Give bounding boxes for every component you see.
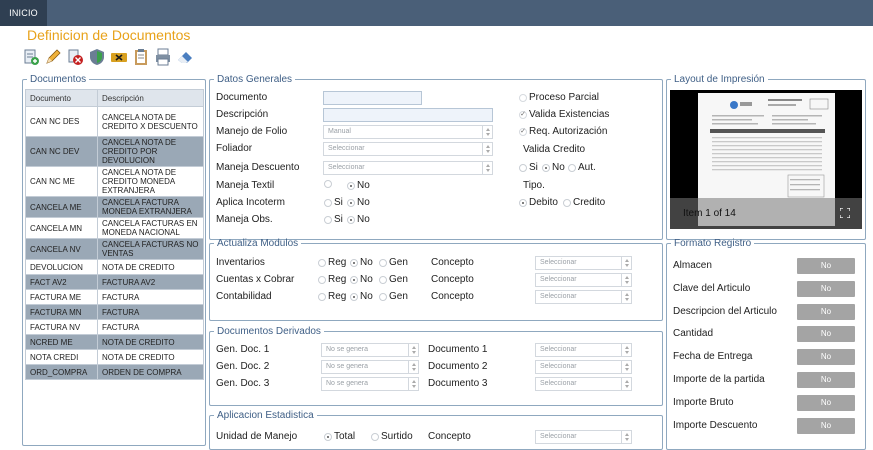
inventarios-concepto-label: Concepto bbox=[431, 257, 474, 268]
proceso-parcial-checkbox[interactable] bbox=[519, 92, 599, 103]
documento-cell: FACTURA MN bbox=[26, 305, 98, 320]
unidad-manejo-label: Unidad de Manejo bbox=[216, 431, 298, 442]
manejo-folio-label: Manejo de Folio bbox=[216, 126, 288, 137]
contabilidad-concepto-label: Concepto bbox=[431, 291, 474, 302]
cancel-icon[interactable] bbox=[110, 48, 128, 66]
radio-dot bbox=[318, 276, 326, 284]
foliador-select[interactable] bbox=[323, 142, 493, 156]
radio-dot-selected bbox=[347, 216, 355, 224]
contabilidad-gen-radio[interactable] bbox=[379, 291, 408, 302]
inventarios-label: Inventarios bbox=[216, 257, 265, 268]
radio-label-credito: Credito bbox=[573, 197, 606, 208]
documento-cell: FACT AV2 bbox=[26, 275, 98, 290]
radio-dot-selected bbox=[350, 276, 358, 284]
radio-dot bbox=[324, 199, 332, 207]
formato-importe-bruto-label: Importe Bruto bbox=[673, 396, 734, 408]
maneja-descuento-value: Seleccionar bbox=[328, 164, 365, 171]
table-header-row bbox=[26, 90, 204, 107]
formato-importe-descuento-label: Importe Descuento bbox=[673, 419, 758, 431]
gen-doc-2-label: Gen. Doc. 2 bbox=[216, 361, 270, 372]
gen-doc-3-label: Gen. Doc. 3 bbox=[216, 378, 270, 389]
descripcion-cell: ORDEN DE COMPRA bbox=[98, 365, 204, 380]
checkbox-box bbox=[519, 94, 527, 102]
top-navigation-bar bbox=[0, 0, 873, 26]
formato-fecha-de-entrega-label: Fecha de Entrega bbox=[673, 351, 753, 363]
radio-label-gen: Gen bbox=[389, 257, 408, 268]
chevron-down-icon bbox=[621, 378, 631, 390]
cuentas-x-cobrar-concepto-label: Concepto bbox=[431, 274, 474, 285]
estadistica-concepto-label: Concepto bbox=[428, 431, 471, 442]
contabilidad-no-radio[interactable] bbox=[350, 291, 373, 302]
documento-cell: CANCELA NV bbox=[26, 239, 98, 260]
cuentas-x-cobrar-no-radio[interactable] bbox=[350, 274, 373, 285]
documento-label: Documento bbox=[216, 92, 268, 103]
documento-3-label: Documento 3 bbox=[428, 378, 488, 389]
descripcion-label: Descripción bbox=[216, 109, 269, 120]
unidad-surtido-radio[interactable] bbox=[371, 431, 413, 442]
gen-doc-value: No se genera bbox=[326, 363, 369, 370]
descripcion-cell: FACTURA bbox=[98, 305, 204, 320]
documento-cell: FACTURA ME bbox=[26, 290, 98, 305]
radio-dot-selected bbox=[542, 164, 550, 172]
valida-credito-si-radio[interactable] bbox=[519, 162, 538, 173]
radio-label-no: No bbox=[360, 291, 373, 302]
radio-label-total: Total bbox=[334, 431, 356, 442]
req-autorizacion-label: Req. Autorización bbox=[529, 126, 608, 137]
formato-clave-del-articulo-toggle[interactable]: No bbox=[797, 281, 855, 297]
formato-registro-legend: Formato Registro bbox=[674, 238, 752, 249]
radio-label-gen: Gen bbox=[389, 274, 408, 285]
table-row[interactable] bbox=[26, 350, 204, 365]
documento-3-select[interactable] bbox=[535, 377, 632, 391]
gen-doc-1-select[interactable] bbox=[321, 343, 419, 357]
gen-doc-2-select[interactable] bbox=[321, 360, 419, 374]
manejo-folio-select[interactable] bbox=[323, 125, 493, 139]
req-autorizacion-checkbox[interactable] bbox=[519, 126, 607, 137]
table-row[interactable] bbox=[26, 260, 204, 275]
estadistica-concepto-select[interactable] bbox=[535, 430, 632, 444]
radio-dot-selected bbox=[347, 199, 355, 207]
descripcion-cell: CANCELA NOTA DE CREDITO POR DEVOLUCION bbox=[98, 137, 204, 167]
descripcion-cell: NOTA DE CREDITO bbox=[98, 350, 204, 365]
contabilidad-concepto-select[interactable] bbox=[535, 290, 632, 304]
radio-label-no: No bbox=[357, 180, 370, 191]
layout-impresion-legend: Layout de Impresión bbox=[674, 74, 765, 85]
radio-dot-selected bbox=[350, 293, 358, 301]
formato-importe-descuento-toggle[interactable]: No bbox=[797, 418, 855, 434]
documentos-derivados-legend: Documentos Derivados bbox=[217, 326, 321, 337]
clipboard-icon[interactable] bbox=[132, 48, 150, 66]
inventarios-gen-radio[interactable] bbox=[379, 257, 408, 268]
documento-2-label: Documento 2 bbox=[428, 361, 488, 372]
descripcion-cell: CANCELA FACTURA MONEDA EXTRANJERA bbox=[98, 197, 204, 218]
descripcion-cell: NOTA DE CREDITO bbox=[98, 335, 204, 350]
chevron-down-icon bbox=[408, 344, 418, 356]
descripcion-cell: FACTURA bbox=[98, 320, 204, 335]
unidad-total-radio[interactable] bbox=[324, 431, 355, 442]
descripcion-cell: CANCELA NOTA DE CREDITO MONEDA EXTRANJERA bbox=[98, 167, 204, 197]
radio-label-si: Si bbox=[334, 197, 343, 208]
documento-1-label: Documento 1 bbox=[428, 344, 488, 355]
valida-credito-aut-radio[interactable] bbox=[568, 162, 596, 173]
checkmark-icon: ✓ bbox=[520, 127, 526, 135]
documentos-legend: Documentos bbox=[30, 74, 87, 85]
gen-doc-value: No se genera bbox=[326, 380, 369, 387]
tipo-debito-radio[interactable] bbox=[519, 197, 558, 208]
chevron-down-icon bbox=[621, 431, 631, 443]
descripcion-cell: NOTA DE CREDITO bbox=[98, 260, 204, 275]
radio-dot bbox=[379, 259, 387, 267]
table-row[interactable] bbox=[26, 218, 204, 239]
foliador-value: Seleccionar bbox=[328, 145, 365, 152]
maneja-obs-label: Maneja Obs. bbox=[216, 214, 273, 225]
radio-label-surtido: Surtido bbox=[381, 431, 413, 442]
chevron-down-icon bbox=[621, 257, 631, 269]
table-row[interactable] bbox=[26, 335, 204, 350]
cuentas-x-cobrar-concepto-select[interactable] bbox=[535, 273, 632, 287]
documento-cell: NCRED ME bbox=[26, 335, 98, 350]
chevron-down-icon bbox=[482, 162, 492, 174]
formato-importe-de-la-partida-label: Importe de la partida bbox=[673, 374, 765, 385]
formato-clave-del-articulo-label: Clave del Articulo bbox=[673, 282, 751, 294]
formato-almacen-label: Almacen bbox=[673, 260, 712, 271]
maneja-obs-no-radio[interactable] bbox=[347, 214, 370, 225]
descripcion-cell: CANCELA FACTURAS NO VENTAS bbox=[98, 239, 204, 260]
documento-value: Seleccionar bbox=[540, 346, 577, 353]
radio-dot bbox=[379, 293, 387, 301]
radio-dot bbox=[371, 433, 379, 441]
documento-2-select[interactable] bbox=[535, 360, 632, 374]
layout-item-count: Item 1 of 14 bbox=[683, 208, 736, 219]
formato-almacen-toggle[interactable]: No bbox=[797, 258, 855, 274]
radio-label-no: No bbox=[360, 257, 373, 268]
tipo-credito-radio[interactable] bbox=[563, 197, 605, 208]
documento-cell: FACTURA NV bbox=[26, 320, 98, 335]
gen-doc-value: No se genera bbox=[326, 346, 369, 353]
table-row[interactable] bbox=[26, 137, 204, 167]
radio-dot bbox=[563, 199, 571, 207]
column-header-documento[interactable]: Documento bbox=[26, 90, 98, 107]
chevron-down-icon bbox=[621, 274, 631, 286]
toolbar bbox=[22, 48, 194, 70]
cuentas-x-cobrar-label: Cuentas x Cobrar bbox=[216, 274, 295, 285]
documento-cell: CAN NC DES bbox=[26, 107, 98, 137]
documento-cell: NOTA CREDI bbox=[26, 350, 98, 365]
table-row[interactable] bbox=[26, 167, 204, 197]
datos-generales-legend: Datos Generales bbox=[217, 74, 293, 85]
page-title: Definicion de Documentos bbox=[27, 27, 191, 43]
valida-credito-no-radio[interactable] bbox=[542, 162, 565, 173]
radio-label-reg: Reg bbox=[328, 291, 347, 302]
documento-input[interactable] bbox=[323, 91, 422, 105]
concepto-value: Seleccionar bbox=[540, 276, 577, 283]
aplica-incoterm-label: Aplica Incoterm bbox=[216, 197, 285, 208]
cuentas-x-cobrar-gen-radio[interactable] bbox=[379, 274, 408, 285]
table-row[interactable] bbox=[26, 239, 204, 260]
radio-label-si: Si bbox=[529, 162, 538, 173]
formato-cantidad-toggle[interactable]: No bbox=[797, 326, 855, 342]
formato-descripcion-del-articulo-toggle[interactable]: No bbox=[797, 304, 855, 320]
chevron-down-icon bbox=[482, 126, 492, 138]
radio-dot-selected bbox=[347, 182, 355, 190]
shield-icon[interactable] bbox=[88, 48, 106, 66]
radio-label-debito: Debito bbox=[529, 197, 558, 208]
descripcion-cell: CANCELA NOTA DE CREDITO X DESCUENTO bbox=[98, 107, 204, 137]
manejo-folio-value: Manual bbox=[328, 128, 351, 135]
radio-dot-selected bbox=[350, 259, 358, 267]
formato-importe-de-la-partida-toggle[interactable]: No bbox=[797, 372, 855, 388]
documento-cell: ORD_COMPRA bbox=[26, 365, 98, 380]
radio-label-no: No bbox=[357, 214, 370, 225]
table-row[interactable] bbox=[26, 365, 204, 380]
maneja-descuento-label: Maneja Descuento bbox=[216, 162, 300, 173]
expand-icon[interactable] bbox=[840, 208, 850, 218]
documento-cell: DEVOLUCION bbox=[26, 260, 98, 275]
radio-label-gen: Gen bbox=[389, 291, 408, 302]
radio-label-reg: Reg bbox=[328, 257, 347, 268]
actualiza-modulos-legend: Actualiza Modulos bbox=[217, 238, 299, 249]
descripcion-cell: FACTURA AV2 bbox=[98, 275, 204, 290]
contabilidad-reg-radio[interactable] bbox=[318, 291, 346, 302]
documento-value: Seleccionar bbox=[540, 363, 577, 370]
proceso-parcial-label: Proceso Parcial bbox=[529, 92, 600, 103]
radio-dot-selected bbox=[324, 433, 332, 441]
column-header-descripcion[interactable]: Descripción bbox=[98, 90, 204, 107]
radio-dot bbox=[324, 216, 332, 224]
concepto-value: Seleccionar bbox=[540, 293, 577, 300]
maneja-textil-si-radio[interactable] bbox=[324, 180, 334, 188]
valida-existencias-label: Valida Existencias bbox=[529, 109, 610, 120]
chevron-down-icon bbox=[408, 378, 418, 390]
print-icon[interactable] bbox=[154, 48, 172, 66]
formato-cantidad-label: Cantidad bbox=[673, 328, 714, 340]
inventarios-concepto-select[interactable] bbox=[535, 256, 632, 270]
documento-value: Seleccionar bbox=[540, 380, 577, 387]
maneja-descuento-select[interactable] bbox=[323, 161, 493, 175]
radio-label-no: No bbox=[357, 197, 370, 208]
chevron-down-icon bbox=[621, 344, 631, 356]
table-row[interactable] bbox=[26, 305, 204, 320]
radio-dot bbox=[568, 164, 576, 172]
concepto-value: Seleccionar bbox=[540, 259, 577, 266]
aplica-incoterm-si-radio[interactable] bbox=[324, 197, 343, 208]
inventarios-no-radio[interactable] bbox=[350, 257, 373, 268]
radio-dot bbox=[379, 276, 387, 284]
descripcion-input[interactable] bbox=[323, 108, 493, 122]
gen-doc-1-label: Gen. Doc. 1 bbox=[216, 344, 270, 355]
documento-cell: CAN NC DEV bbox=[26, 137, 98, 167]
table-row[interactable] bbox=[26, 107, 204, 137]
formato-descripcion-del-articulo-label: Descripcion del Articulo bbox=[673, 305, 777, 317]
checkmark-icon: ✓ bbox=[520, 110, 526, 118]
inicio-tab[interactable]: INICIO bbox=[0, 0, 47, 26]
documento-1-select[interactable] bbox=[535, 343, 632, 357]
documento-cell: CANCELA MN bbox=[26, 218, 98, 239]
table-row[interactable] bbox=[26, 290, 204, 305]
add-document-icon[interactable] bbox=[22, 48, 40, 66]
table-row[interactable] bbox=[26, 320, 204, 335]
aplicacion-estadistica-legend: Aplicacion Estadistica bbox=[217, 410, 314, 421]
documento-cell: CAN NC ME bbox=[26, 167, 98, 197]
chevron-down-icon bbox=[482, 143, 492, 155]
chevron-down-icon bbox=[408, 361, 418, 373]
formato-fecha-de-entrega-toggle[interactable]: No bbox=[797, 349, 855, 365]
valida-existencias-checkbox[interactable] bbox=[519, 109, 609, 120]
radio-label-no: No bbox=[552, 162, 565, 173]
tipo-label: Tipo. bbox=[523, 180, 545, 191]
radio-label-si: Si bbox=[334, 214, 343, 225]
aplica-incoterm-no-radio[interactable] bbox=[347, 197, 370, 208]
layout-preview-viewer[interactable] bbox=[670, 90, 862, 229]
descripcion-cell: CANCELA FACTURAS EN MONEDA NACIONAL bbox=[98, 218, 204, 239]
estadistica-concepto-value: Seleccionar bbox=[540, 433, 577, 440]
table-row[interactable] bbox=[26, 197, 204, 218]
valida-credito-label: Valida Credito bbox=[523, 144, 586, 155]
descripcion-cell: FACTURA bbox=[98, 290, 204, 305]
inventarios-reg-radio[interactable] bbox=[318, 257, 346, 268]
documentos-table bbox=[25, 89, 204, 380]
maneja-textil-label: Maneja Textil bbox=[216, 180, 275, 191]
radio-dot bbox=[318, 293, 326, 301]
delete-icon[interactable] bbox=[66, 48, 84, 66]
maneja-textil-no-radio[interactable] bbox=[347, 180, 370, 191]
documentos-table-body bbox=[26, 107, 204, 380]
cuentas-x-cobrar-reg-radio[interactable] bbox=[318, 274, 346, 285]
edit-pencil-icon[interactable] bbox=[44, 48, 62, 66]
chevron-down-icon bbox=[621, 291, 631, 303]
chevron-down-icon bbox=[621, 361, 631, 373]
gen-doc-3-select[interactable] bbox=[321, 377, 419, 391]
radio-dot bbox=[324, 180, 332, 188]
layout-caption-bar bbox=[670, 198, 862, 229]
radio-label-aut: Aut. bbox=[578, 162, 596, 173]
eraser-icon[interactable] bbox=[176, 48, 194, 66]
documento-cell: CANCELA ME bbox=[26, 197, 98, 218]
radio-label-no: No bbox=[360, 274, 373, 285]
foliador-label: Foliador bbox=[216, 143, 253, 154]
maneja-obs-si-radio[interactable] bbox=[324, 214, 343, 225]
contabilidad-label: Contabilidad bbox=[216, 291, 272, 302]
table-row[interactable] bbox=[26, 275, 204, 290]
radio-dot bbox=[519, 164, 527, 172]
radio-dot bbox=[318, 259, 326, 267]
radio-label-reg: Reg bbox=[328, 274, 347, 285]
formato-importe-bruto-toggle[interactable]: No bbox=[797, 395, 855, 411]
radio-dot-selected bbox=[519, 199, 527, 207]
